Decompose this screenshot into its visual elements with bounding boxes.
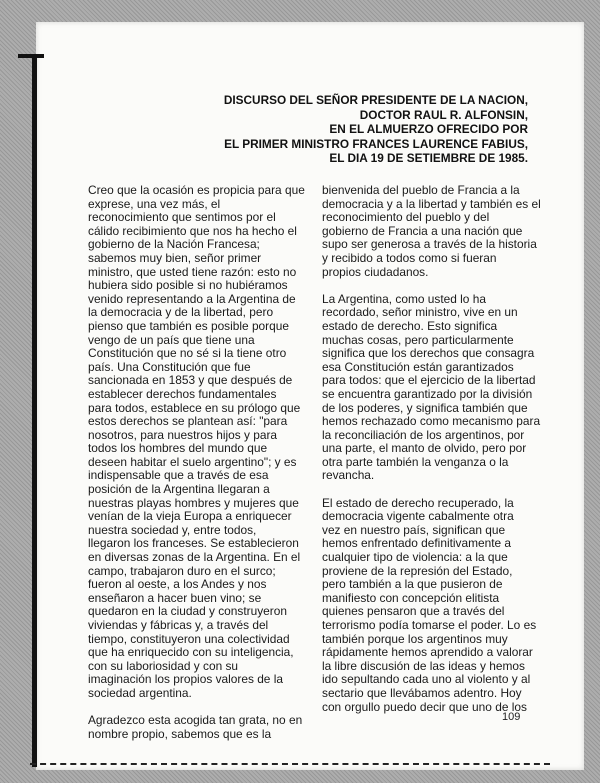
paragraph (88, 714, 306, 741)
text-line: también porque los argentinos muy (322, 631, 508, 646)
text-line: la libre discusión de las ideas y hemos (322, 658, 525, 673)
bottom-dashed-rule (30, 763, 550, 765)
heading-line: EN EL ALMUERZO OFRECIDO POR (329, 122, 528, 137)
text-line: indispensable que a través de esa (88, 468, 269, 483)
text-line: estos derechos se plantean así: "para (88, 414, 288, 429)
text-line: muchas cosas, pero particularmente (322, 332, 514, 347)
text-line: pienso que también es posible porque (88, 318, 289, 333)
text-line: que ha enriquecido con su inteligencia, (88, 645, 294, 660)
text-line: manifiesto con concepción elitista (322, 590, 500, 605)
text-line: reconocimiento que sentimos por el (88, 210, 276, 225)
paragraph (322, 495, 537, 715)
text-line: otra parte también la venganza o la (322, 454, 509, 469)
text-line: en diversas zonas de la Argentina. En el (88, 550, 301, 565)
text-line: venido representando a la Argentina de (88, 291, 296, 306)
text-line: quienes pensaron que a través del (322, 604, 505, 619)
paragraph (322, 291, 541, 483)
text-line: la reconciliación de los argentinos, por (322, 427, 525, 442)
text-line: campo, trabajaron duro en el surco; (88, 563, 276, 578)
text-line: Creo que la ocasión es propicia para que (88, 183, 305, 197)
text-line: revancha. (322, 468, 375, 483)
heading-line: DOCTOR RAUL R. ALFONSIN, (359, 107, 528, 122)
text-line: La Argentina, como usted lo ha (322, 291, 486, 306)
left-text-column (88, 184, 306, 755)
text-line: viviendas y fábricas y, a través del (88, 618, 269, 632)
text-line: fueron al oeste, a los Andes y nos (88, 577, 267, 592)
text-line: Agradezco esta acogida tan grata, no en (88, 713, 303, 728)
paragraph (322, 183, 541, 279)
text-line: bienvenida del pueblo de Francia a la (322, 183, 520, 197)
text-line: y recibido a todos como si fueran (322, 250, 497, 265)
text-line: para todos: que el ejercicio de la libertad (322, 373, 536, 388)
text-line: terrorismo podía tomarse el poder. Lo es (322, 618, 537, 632)
binding-spine-line (32, 58, 37, 767)
text-line: llegaron los franceses. Se establecieron (88, 536, 299, 551)
text-line: gobierno de Francia a una nación que (322, 223, 523, 238)
heading-line: EL DIA 19 DE SETIEMBRE DE 1985. (329, 151, 528, 166)
text-line: tiempo, constituyeron una colectividad (88, 631, 290, 646)
text-line: establecer derechos fundamentales (88, 386, 277, 401)
text-line: cualquier tipo de violencia: a la que (322, 550, 508, 565)
text-line: sabemos muy bien, señor primer (88, 250, 262, 265)
text-line: de los poderes, y significa también que (322, 400, 528, 415)
text-line: exprese, una vez más, el (88, 196, 221, 211)
text-line: gobierno de la Nación Francesa; (88, 237, 260, 252)
text-line: deseen habitar el suelo argentino"; y es (88, 454, 297, 469)
text-line: todos los hombres del mundo que (88, 441, 268, 456)
text-line: democracia vigente cabalmente otra (322, 509, 514, 524)
text-line: una parte, el manto de olvido, pero por (322, 441, 527, 456)
right-text-column (322, 183, 541, 728)
text-line: la democracia y de la libertad, pero (88, 305, 274, 320)
text-line: nombre propio, sabemos que es la (88, 726, 272, 741)
text-line: nuestra sociedad y, entre todos, (88, 522, 257, 537)
text-line: imaginación los propios valores de la (88, 672, 283, 687)
text-line: para todos, establece en su prólogo que (88, 400, 301, 415)
text-line: posición de la Argentina llegaran a (88, 482, 270, 497)
text-line: rápidamente hemos aprendido a valorar (322, 645, 533, 660)
text-line: esa Constitución están garantizados (322, 359, 514, 374)
text-line: sociedad argentina. (88, 685, 192, 700)
text-line: país. Una Constitución que fue (88, 359, 251, 374)
text-line: supo ser generosa a través de la historia (322, 237, 537, 252)
paragraph (88, 184, 306, 701)
text-line: se encuentra garantizado por la división (322, 386, 533, 401)
text-line: significa que los derechos que consagra (322, 346, 535, 361)
text-line: nuestras playas hombres y mujeres que (88, 495, 299, 510)
text-line: Constitución que no sé si la tiene otro (88, 346, 287, 361)
text-line: pero también a la que pusieron de (322, 577, 503, 592)
text-line: quedaron en la ciudad y construyeron (88, 604, 287, 619)
text-line: propios ciudadanos. (322, 264, 429, 279)
text-line: sectario que llevábamos adentro. Hoy (322, 685, 522, 700)
text-line: democracia y a la libertad y también es el (322, 196, 541, 211)
text-line: con orgullo puedo decir que uno de los (322, 699, 527, 714)
binding-mark-top (18, 54, 44, 58)
text-line: hemos rechazado como mecanismo para (322, 414, 541, 429)
text-line: proviene de la represión del Estado, (322, 563, 513, 578)
text-line: El estado de derecho recuperado, la (322, 495, 514, 510)
text-line: recordado, señor ministro, vive en un (322, 305, 518, 320)
heading-line: DISCURSO DEL SEÑOR PRESIDENTE DE LA NACION, (223, 93, 528, 107)
speech-heading (198, 93, 528, 166)
text-line: venían de la vieja Europa a enriquecer (88, 509, 292, 524)
text-line: ministro, que usted tiene razón: esto no (88, 264, 297, 279)
text-line: reconocimiento del pueblo y del (322, 210, 490, 225)
text-line: enseñaron a hacer buen vino; se (88, 590, 262, 605)
text-line: cálido recibimiento que nos ha hecho el (88, 223, 297, 238)
text-line: hemos enfrentado definitivamente a (322, 536, 512, 551)
text-line: estado de derecho. Esto significa (322, 318, 498, 333)
text-line: vez en nuestro país, significan que (322, 522, 506, 537)
text-line: vengo de un país que tiene una (88, 332, 255, 347)
text-line: nosotros, para nuestros hijos y para (88, 427, 278, 442)
heading-line: EL PRIMER MINISTRO FRANCES LAURENCE FABIUS, (224, 136, 528, 151)
text-line: hubiera sido posible si no hubiéramos (88, 278, 288, 293)
text-line: sancionada en 1853 y que después de (88, 373, 293, 388)
text-line: ido sepultando cada uno al violento y al (322, 672, 531, 687)
page-number: 109 (502, 711, 521, 723)
text-line: con su laboriosidad y con su (88, 658, 239, 673)
